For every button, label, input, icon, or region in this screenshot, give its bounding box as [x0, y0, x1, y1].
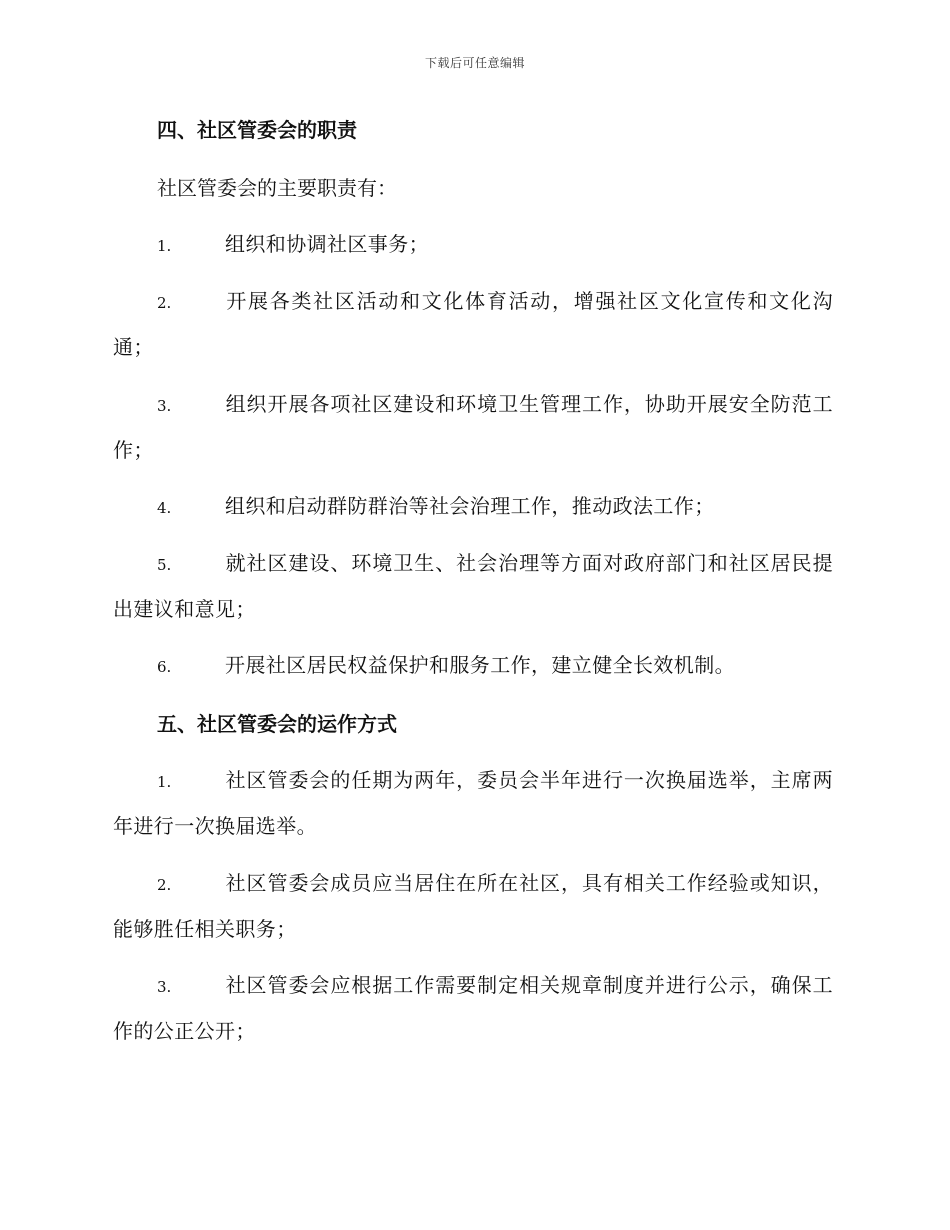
list-item-text: 就社区建设、环境卫生、社会治理等方面对政府部门和社区居民提出建议和意见； [113, 551, 833, 621]
list-item-text: 组织和启动群防群治等社会治理工作，推动政法工作； [225, 494, 715, 518]
list-item-text: 组织开展各项社区建设和环境卫生管理工作，协助开展安全防范工作； [113, 392, 833, 462]
list-item-number: 6. [157, 658, 172, 676]
list-item-text: 开展社区居民权益保护和服务工作，建立健全长效机制。 [225, 653, 735, 677]
list-item [113, 963, 833, 1053]
list-item-text: 组织和协调社区事务； [225, 232, 429, 256]
section-4-intro: 社区管委会的主要职责有： [157, 176, 397, 200]
list-item [113, 861, 833, 951]
list-item-number: 2. [157, 876, 172, 894]
list-item [113, 484, 833, 530]
section-4-heading: 四、社区管委会的职责 [157, 118, 357, 142]
list-item [113, 279, 833, 369]
list-item-text: 社区管委会的任期为两年，委员会半年进行一次换届选举，主席两年进行一次换届选举。 [113, 768, 833, 838]
list-item-number: 1. [157, 773, 172, 791]
list-item [113, 222, 833, 268]
list-item-number: 1. [157, 237, 172, 255]
list-item [113, 541, 833, 631]
list-item [113, 382, 833, 472]
list-item-text: 社区管委会成员应当居住在所在社区，具有相关工作经验或知识，能够胜任相关职务； [113, 871, 833, 941]
list-item-text: 开展各类社区活动和文化体育活动，增强社区文化宣传和文化沟通； [113, 289, 833, 359]
list-item-number: 2. [157, 294, 172, 312]
header-note: 下载后可任意编辑 [424, 56, 525, 70]
list-item [113, 758, 833, 848]
list-item-number: 3. [157, 397, 172, 415]
list-item-number: 3. [157, 978, 172, 996]
list-item-number: 5. [157, 556, 172, 574]
section-5-heading: 五、社区管委会的运作方式 [157, 712, 397, 736]
list-item [113, 643, 833, 689]
list-item-number: 4. [157, 499, 172, 517]
list-item-text: 社区管委会应根据工作需要制定相关规章制度并进行公示，确保工作的公正公开； [113, 973, 833, 1043]
